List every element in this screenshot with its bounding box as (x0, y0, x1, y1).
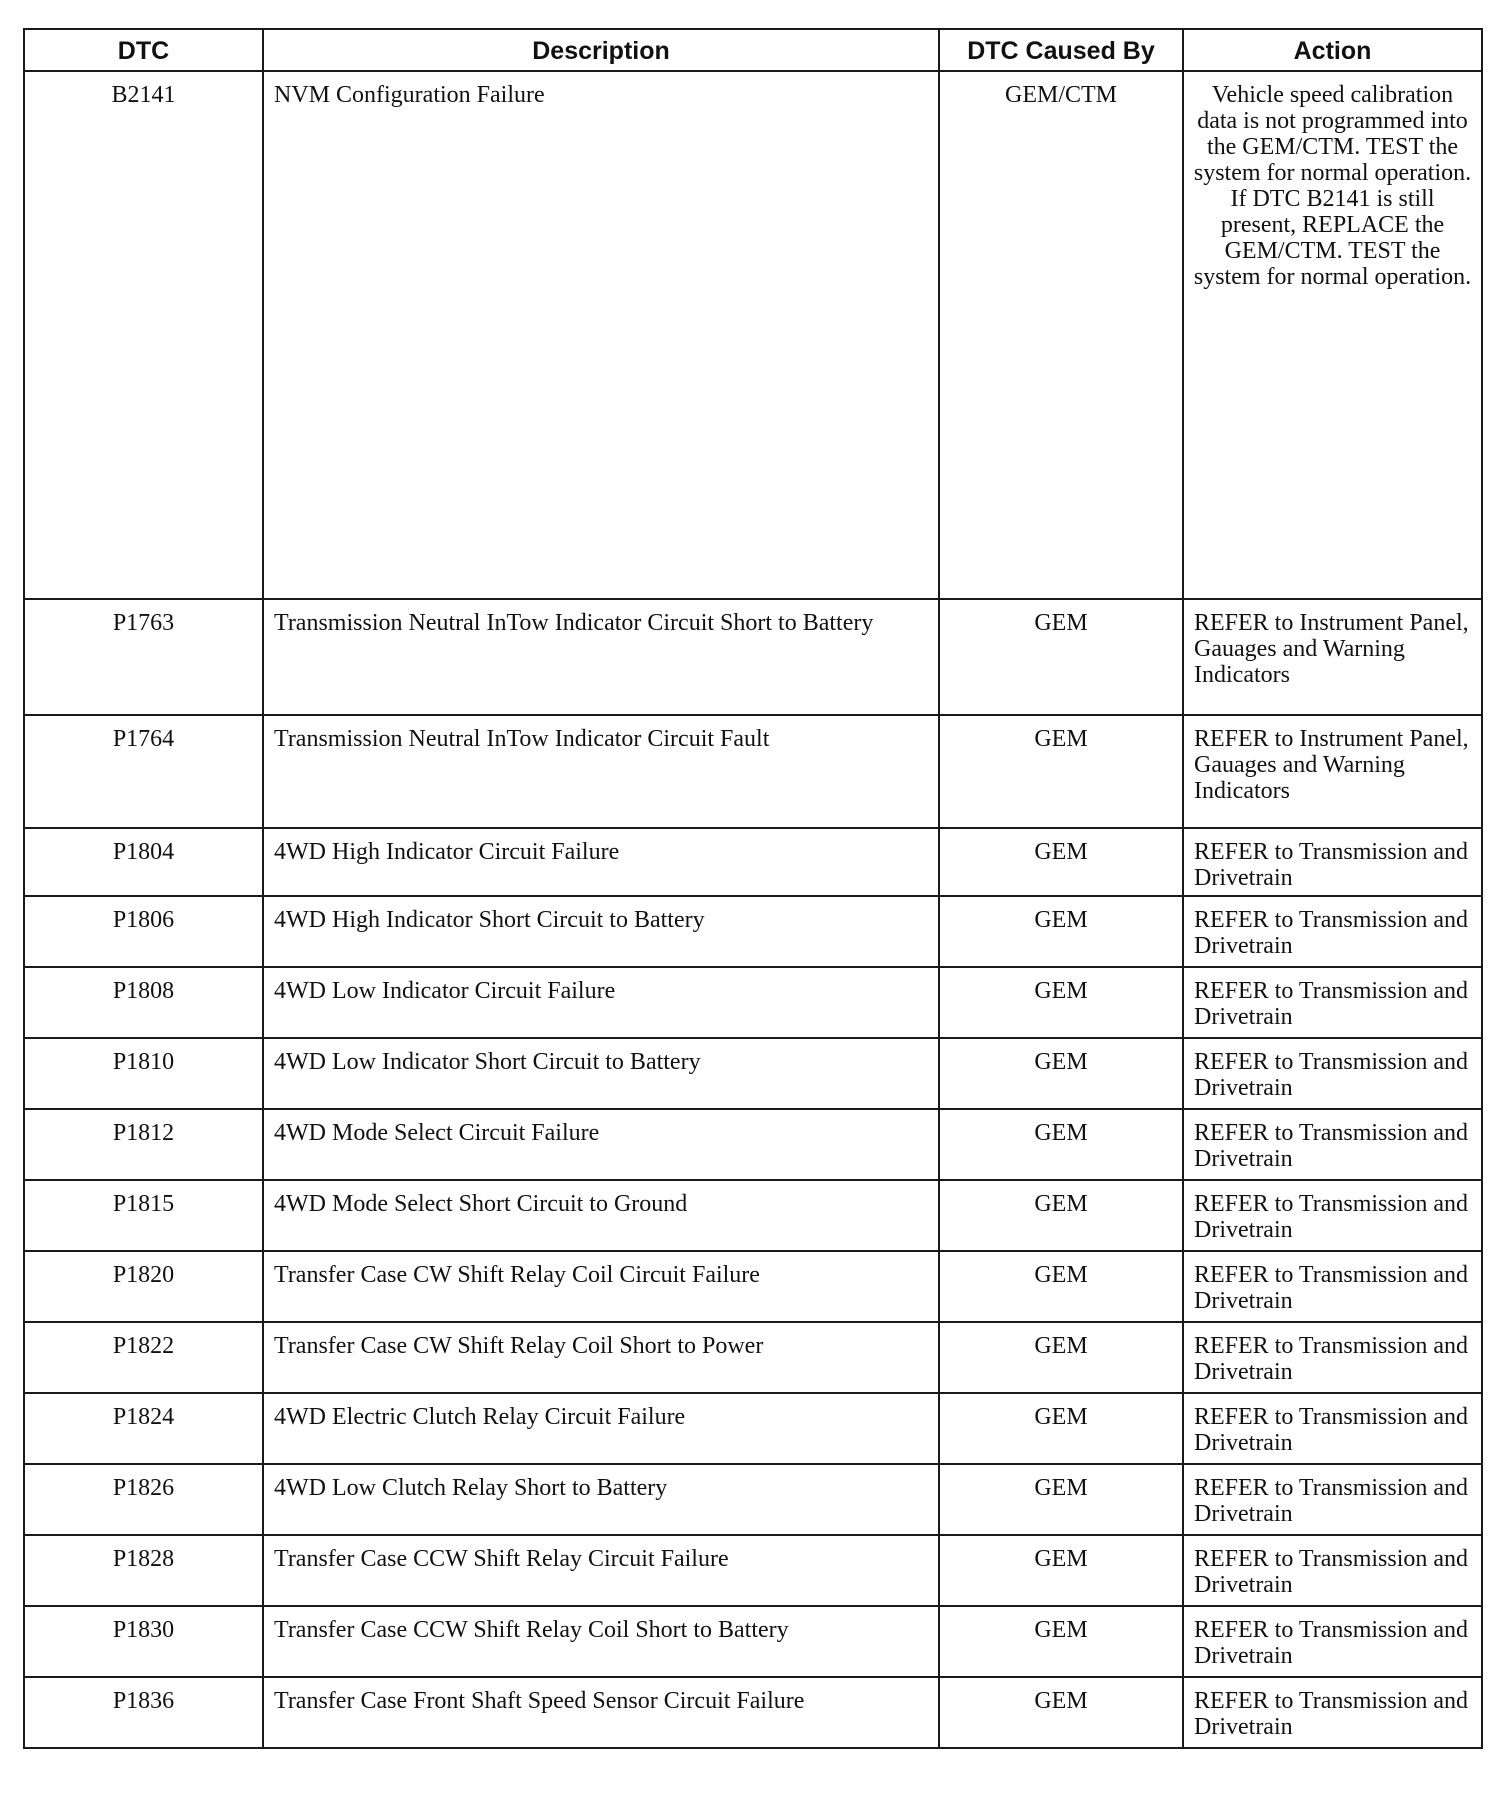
table-row (24, 896, 1482, 967)
dtc-action: REFER to Transmission and Drivetrain (1183, 828, 1482, 896)
header-action: Action (1183, 29, 1482, 71)
dtc-caused-by: GEM (939, 715, 1183, 828)
dtc-action: REFER to Transmission and Drivetrain (1183, 1109, 1482, 1180)
dtc-table (23, 28, 1483, 1749)
dtc-action: REFER to Transmission and Drivetrain (1183, 967, 1482, 1038)
dtc-caused-by: GEM (939, 1180, 1183, 1251)
dtc-description: Transfer Case CW Shift Relay Coil Circuit Failure (263, 1251, 939, 1322)
dtc-code: P1830 (24, 1606, 263, 1677)
dtc-code: P1822 (24, 1322, 263, 1393)
table-row (24, 1393, 1482, 1464)
dtc-description: Transfer Case CCW Shift Relay Coil Short to Battery (263, 1606, 939, 1677)
dtc-caused-by: GEM (939, 1038, 1183, 1109)
dtc-action: REFER to Transmission and Drivetrain (1183, 896, 1482, 967)
dtc-action: REFER to Instrument Panel, Gauages and Warning Indicators (1183, 599, 1482, 715)
dtc-action: REFER to Transmission and Drivetrain (1183, 1251, 1482, 1322)
table-row (24, 1464, 1482, 1535)
table-row (24, 71, 1482, 599)
dtc-caused-by: GEM (939, 1606, 1183, 1677)
dtc-code: P1764 (24, 715, 263, 828)
header-caused-by: DTC Caused By (939, 29, 1183, 71)
table-row (24, 1606, 1482, 1677)
header-dtc: DTC (24, 29, 263, 71)
table-row (24, 1677, 1482, 1748)
dtc-code: P1812 (24, 1109, 263, 1180)
table-row (24, 967, 1482, 1038)
table-row (24, 1109, 1482, 1180)
dtc-description: 4WD Electric Clutch Relay Circuit Failure (263, 1393, 939, 1464)
dtc-action: REFER to Transmission and Drivetrain (1183, 1677, 1482, 1748)
dtc-description: Transfer Case Front Shaft Speed Sensor Circuit Failure (263, 1677, 939, 1748)
header-row (24, 29, 1482, 71)
dtc-description: 4WD Mode Select Short Circuit to Ground (263, 1180, 939, 1251)
dtc-caused-by: GEM (939, 1251, 1183, 1322)
dtc-code: P1820 (24, 1251, 263, 1322)
dtc-description: Transmission Neutral InTow Indicator Circuit Short to Battery (263, 599, 939, 715)
dtc-description: 4WD Low Clutch Relay Short to Battery (263, 1464, 939, 1535)
table-header (24, 29, 1482, 71)
dtc-caused-by: GEM (939, 967, 1183, 1038)
table-row (24, 1322, 1482, 1393)
dtc-caused-by: GEM (939, 1535, 1183, 1606)
table-row (24, 1038, 1482, 1109)
dtc-action: REFER to Transmission and Drivetrain (1183, 1038, 1482, 1109)
dtc-action: REFER to Transmission and Drivetrain (1183, 1606, 1482, 1677)
dtc-description: Transfer Case CW Shift Relay Coil Short to Power (263, 1322, 939, 1393)
table-body (24, 71, 1482, 1748)
dtc-code: P1810 (24, 1038, 263, 1109)
table-row (24, 1535, 1482, 1606)
dtc-caused-by: GEM (939, 1677, 1183, 1748)
dtc-code: P1836 (24, 1677, 263, 1748)
dtc-description: 4WD Low Indicator Circuit Failure (263, 967, 939, 1038)
dtc-caused-by: GEM (939, 1109, 1183, 1180)
dtc-action: REFER to Transmission and Drivetrain (1183, 1393, 1482, 1464)
table-row (24, 828, 1482, 896)
dtc-description: Transfer Case CCW Shift Relay Circuit Failure (263, 1535, 939, 1606)
dtc-code: B2141 (24, 71, 263, 599)
dtc-code: P1815 (24, 1180, 263, 1251)
dtc-description: 4WD Mode Select Circuit Failure (263, 1109, 939, 1180)
dtc-code: P1808 (24, 967, 263, 1038)
dtc-code: P1804 (24, 828, 263, 896)
dtc-code: P1806 (24, 896, 263, 967)
table-row (24, 1251, 1482, 1322)
dtc-description: 4WD High Indicator Circuit Failure (263, 828, 939, 896)
dtc-action: REFER to Transmission and Drivetrain (1183, 1464, 1482, 1535)
dtc-description: 4WD High Indicator Short Circuit to Battery (263, 896, 939, 967)
dtc-code: P1763 (24, 599, 263, 715)
dtc-caused-by: GEM (939, 828, 1183, 896)
dtc-action: Vehicle speed calibration data is not programmed into the GEM/CTM. TEST the system for normal operation. If DTC B2141 is still present, REPLACE the GEM/CTM. TEST the system for normal operation. (1183, 71, 1482, 599)
header-description: Description (263, 29, 939, 71)
dtc-caused-by: GEM (939, 1464, 1183, 1535)
dtc-code: P1824 (24, 1393, 263, 1464)
dtc-caused-by: GEM (939, 599, 1183, 715)
dtc-action: REFER to Transmission and Drivetrain (1183, 1180, 1482, 1251)
table-row (24, 599, 1482, 715)
dtc-code: P1828 (24, 1535, 263, 1606)
dtc-description: NVM Configuration Failure (263, 71, 939, 599)
dtc-caused-by: GEM/CTM (939, 71, 1183, 599)
dtc-code: P1826 (24, 1464, 263, 1535)
dtc-caused-by: GEM (939, 1393, 1183, 1464)
dtc-action: REFER to Transmission and Drivetrain (1183, 1535, 1482, 1606)
table-row (24, 1180, 1482, 1251)
dtc-description: Transmission Neutral InTow Indicator Circuit Fault (263, 715, 939, 828)
dtc-action: REFER to Transmission and Drivetrain (1183, 1322, 1482, 1393)
dtc-action: REFER to Instrument Panel, Gauages and Warning Indicators (1183, 715, 1482, 828)
dtc-description: 4WD Low Indicator Short Circuit to Battery (263, 1038, 939, 1109)
dtc-caused-by: GEM (939, 896, 1183, 967)
dtc-caused-by: GEM (939, 1322, 1183, 1393)
table-row (24, 715, 1482, 828)
